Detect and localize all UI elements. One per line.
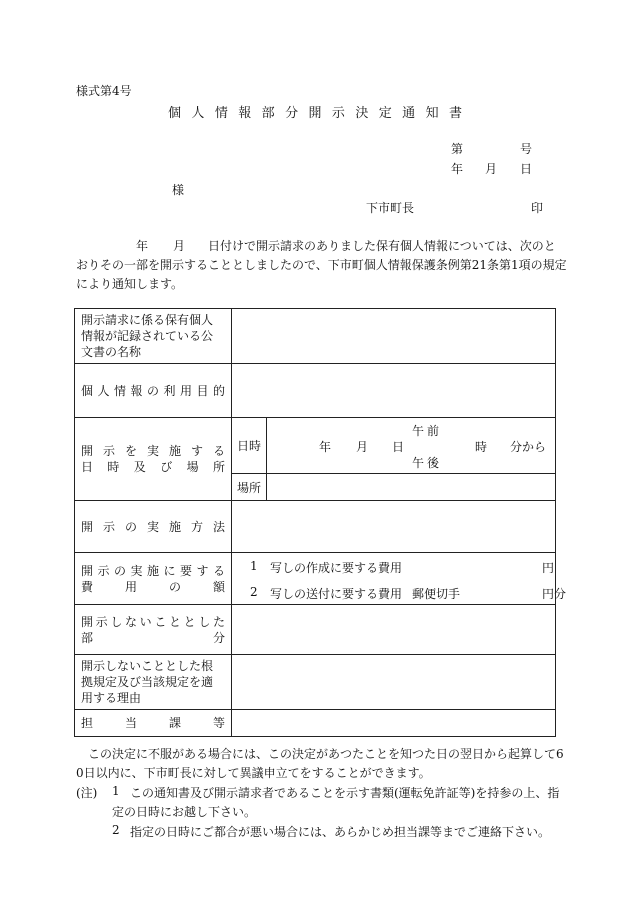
note-2-number: 2 xyxy=(112,823,120,837)
row-method xyxy=(75,501,556,553)
label-undisclosed-part: 開示しないこととした 部分 xyxy=(75,605,232,655)
value-document-name xyxy=(232,309,556,364)
intro-line3: により通知します。 xyxy=(76,277,184,291)
note-2-line1: 指定の日時にご都合が悪い場合には、あらかじめ担当課等までご連絡下さい。 xyxy=(130,825,551,839)
number-gou: 号 xyxy=(520,142,533,156)
value-usage-purpose xyxy=(232,364,556,418)
row-department xyxy=(75,710,556,737)
date-day: 日 xyxy=(520,162,533,176)
disclosure-table xyxy=(74,308,567,737)
sender-mayor: 下市町長 xyxy=(366,201,415,215)
label-fee: 開示の実施に要する 費用の額 xyxy=(75,553,232,605)
row-document-name xyxy=(75,309,556,364)
intro-month: 月 xyxy=(173,239,186,253)
label-datetime-place: 開示を実施する 日時及び場所 xyxy=(75,418,232,501)
row-undisclosed-part xyxy=(75,605,556,655)
value-method xyxy=(232,501,556,553)
date-year: 年 xyxy=(451,162,464,176)
place-label: 場所 xyxy=(232,474,267,501)
appeal-line1: この決定に不服がある場合には、この決定があつたことを知つた日の翌日から起算して6 xyxy=(88,747,564,761)
label-document-name: 開示請求に係る保有個人 情報が記録されている公 文書の名称 xyxy=(75,309,232,364)
value-department xyxy=(232,710,556,737)
intro-year: 年 xyxy=(136,239,149,253)
date-month: 月 xyxy=(485,162,498,176)
value-fee: 1 写しの作成に要する費用 円 2 写しの送付に要する費用 郵便切手 円分 xyxy=(232,553,556,605)
notes-label: (注) xyxy=(76,786,98,800)
number-dai: 第 xyxy=(451,142,464,156)
value-undisclosed-reason xyxy=(232,655,556,710)
seal-mark: 印 xyxy=(531,201,544,215)
intro-line1: 日付けで開示請求のありました保有個人情報については、次のと xyxy=(208,239,556,253)
value-undisclosed-part xyxy=(232,605,556,655)
note-1-line2: 定の日時にお越し下さい。 xyxy=(112,805,257,819)
row-usage-purpose xyxy=(75,364,556,418)
label-method: 開示の実施方法 xyxy=(75,501,232,553)
row-datetime xyxy=(75,418,556,474)
place-value xyxy=(267,474,556,501)
document-title: 個人情報部分開示決定通知書 xyxy=(168,106,462,121)
note-1-number: 1 xyxy=(112,784,120,798)
label-department: 担当課等 xyxy=(75,710,232,737)
appeal-line2: 0日以内に、下市町長に対して異議申立てをすることができます。 xyxy=(76,766,431,780)
form-number: 様式第4号 xyxy=(76,84,132,98)
datetime-label: 日時 xyxy=(232,418,267,474)
label-undisclosed-reason: 開示しないこととした根 拠規定及び当該規定を適 用する理由 xyxy=(75,655,232,710)
label-usage-purpose: 個人情報の利用目的 xyxy=(75,364,232,418)
intro-line2: おりその一部を開示することとしましたので、下市町個人情報保護条例第21条第1項の規定 xyxy=(76,258,567,272)
note-1-line1: この通知書及び開示請求者であることを示す書類(運転免許証等)を持参の上、指 xyxy=(130,786,560,800)
addressee-sama: 様 xyxy=(172,183,185,197)
row-undisclosed-reason xyxy=(75,655,556,710)
datetime-value: 年 月 日 午前 午後 時 分から xyxy=(267,418,556,474)
row-fee xyxy=(75,553,556,605)
